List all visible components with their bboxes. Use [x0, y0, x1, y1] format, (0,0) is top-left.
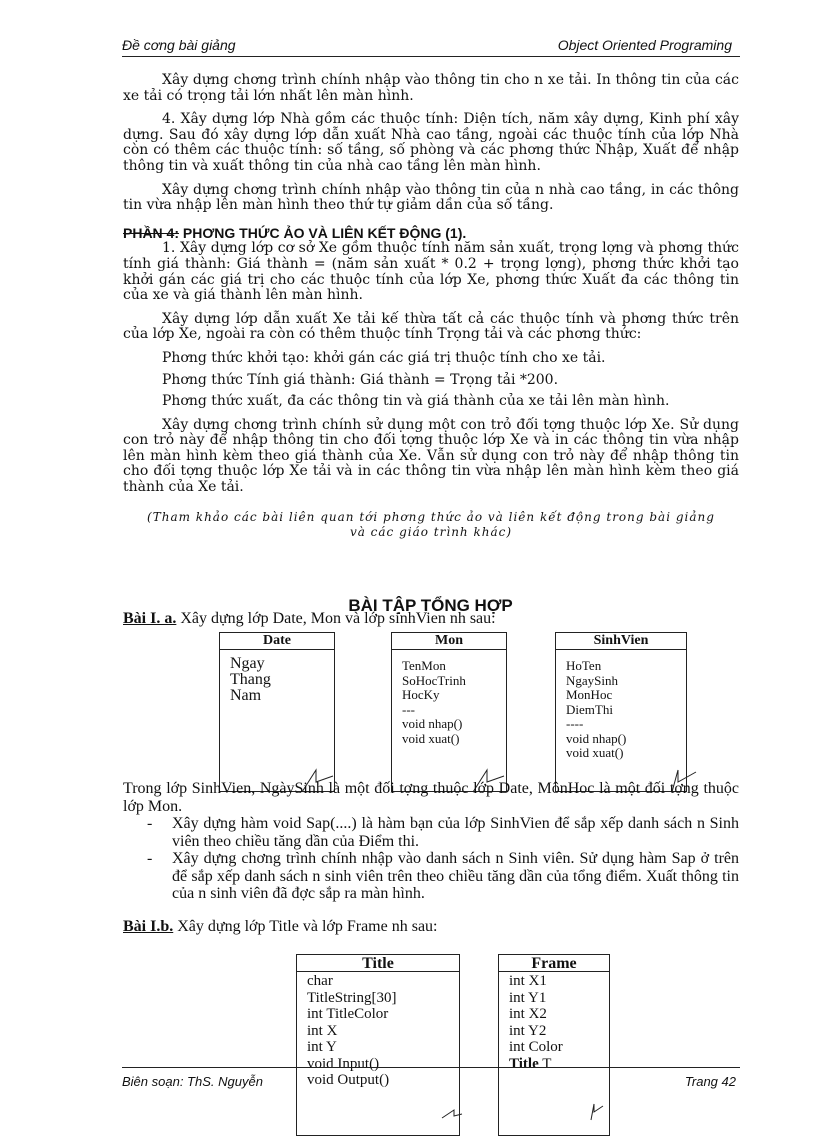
attribute: TitleString[30] [307, 989, 397, 1006]
class-box-title [296, 954, 460, 1136]
attribute: char [307, 973, 333, 989]
attribute: Nam [230, 687, 262, 704]
attribute: DiemThi [566, 701, 613, 717]
exercise-label: Bài I. a. [123, 610, 177, 627]
attribute: --- [402, 701, 415, 717]
reference-note [123, 510, 739, 540]
attribute-type: Title [509, 1055, 539, 1072]
section-title: BÀI TẬP TỔNG HỢP [348, 596, 513, 615]
after-diagram-text [123, 780, 739, 903]
note-line: (Tham khảo các bài liên quan tới phơng thức ảo và liên kết động trong bài giảng [147, 509, 715, 524]
class-name: SinhVien [556, 633, 686, 650]
paragraph: Trong lớp SinhVien, NgàySinh là một đối tợng thuộc lớp Date, MônHoc là một đối tợng thuộc lớp Mon. [123, 780, 739, 815]
page-fold-icon [440, 1108, 464, 1123]
attribute: int Y2 [509, 1022, 547, 1039]
page-header [122, 36, 740, 57]
attribute: int Color [509, 1039, 563, 1055]
attribute: int TitleColor [307, 1006, 389, 1022]
attribute: int X [307, 1022, 338, 1039]
exercise-label: Bài I.b. [123, 918, 174, 935]
class-name: Mon [392, 633, 506, 650]
attribute: MonHoc [566, 687, 613, 702]
exercise-1a-heading [123, 610, 496, 628]
method: void nhap() [566, 730, 627, 746]
method-line: Phơng thức Tính giá thành: Giá thành = Trọng tải *200. [162, 371, 559, 388]
class-name: Frame [499, 955, 609, 972]
method-line: Phơng thức khởi tạo: khởi gán các giá trị thuộc tính cho xe tải. [162, 349, 606, 366]
paragraph: 4. Xây dựng lớp Nhà gồm các thuộc tính: Diện tích, năm xây dựng, Kinh phí xây dựng. Sau đó xây dựng lớp dẫn xuất Nhà cao tầng, ngoài các thuộc tính của lớp Nhà còn có thêm các thuộc tính: số tầng, số phòng và các phơng thức Nhập, Xuất để nhập thông tin và xuất thông tin của nhà cao tầng lên màn hình. [123, 111, 739, 174]
class-attributes [220, 650, 334, 704]
attribute: HoTen [566, 658, 602, 673]
part-prefix: PHẦN 4: [123, 224, 180, 241]
page-fold-icon [588, 1102, 606, 1123]
body-text [123, 73, 739, 540]
class-attributes [297, 972, 459, 1089]
method-line: Phơng thức xuất, đa các thông tin và giá thành của xe tải lên màn hình. [162, 393, 670, 410]
method: void nhap() [402, 716, 463, 731]
paragraph: 1. Xây dựng lớp cơ sở Xe gồm thuộc tính năm sản xuất, trọng lợng và phơng thức tính giá thành: Giá thành = (năm sản xuất * 0.2 + trọng lợng), phơng thức khởi tạo khởi gán các giá trị cho các thuộc tính của lớp Xe, phơng thức Xuất đa các thông tin của xe và giá thành lên màn hình. [123, 240, 739, 304]
bullet-item: - Xây dựng hàm void Sap(....) là hàm bạn của lớp SinhVien để sắp xếp danh sách n Sinh viên theo chiều tăng dần của Điểm thi. [123, 815, 739, 850]
attribute: int Y [307, 1039, 337, 1055]
paragraph: Xây dựng lớp dẫn xuất Xe tải kế thừa tất cả các thuộc tính và phơng thức trên của lớp Xe, ngoài ra còn có thêm thuộc tính Trọng tải và các phơng thức: [123, 310, 739, 343]
exercise-text: Xây dựng lớp Date, Mon và lớp sinhVien nh sau: [176, 610, 496, 627]
attribute: NgaySinh [566, 672, 618, 688]
paragraph: Xây dựng chơng trình chính nhập vào thông tin cho n xe tải. In thông tin của các xe tải có trọng tải lớn nhất lên màn hình. [123, 72, 739, 104]
class-attributes [499, 972, 609, 1072]
method: void Input() [307, 1055, 380, 1072]
footer-author: Biên soạn: ThS. Nguyễn [122, 1074, 263, 1089]
paragraph: Xây dựng chơng trình chính nhập vào thông tin của n nhà cao tầng, in các thông tin vừa nhập lên màn hình theo thứ tự giảm dần của số tầng. [123, 181, 739, 214]
part-heading [123, 226, 739, 242]
class-attributes [392, 650, 506, 746]
attribute: int X2 [509, 1006, 547, 1022]
header-left: Đề cơng bài giảng [122, 37, 236, 53]
attribute: TenMon [402, 658, 446, 673]
attribute: int Y1 [509, 989, 547, 1006]
class-name: Title [297, 955, 459, 972]
method: void xuat() [566, 745, 624, 760]
attribute: Thang [230, 671, 271, 688]
paragraph: Xây dựng chơng trình chính sử dụng một con trỏ đối tợng thuộc lớp Xe. Sử dụng con trỏ này để nhập thông tin cho đối tợng thuộc lớp Xe và in các thông tin vừa nhập lên màn hình kèm theo giá thành của Xe. Vẫn sử dụng con trỏ này để nhập thông tin cho đối tợng thuộc lớp Xe tải và in các thông tin vừa nhập lên màn hình kèm theo giá thành của Xe tải. [123, 416, 739, 496]
header-right: Object Oriented Programing [557, 37, 732, 53]
class-attributes [556, 650, 686, 761]
part-title: PHƠNG THỨC ẢO VÀ LIÊN KẾT ĐỘNG (1). [179, 224, 467, 241]
attribute [509, 1056, 609, 1073]
note-line: và các giáo trình khác) [349, 524, 513, 539]
attribute: HocKy [402, 687, 440, 702]
class-name: Date [220, 633, 334, 650]
page-number: Trang 42 [684, 1074, 736, 1089]
attribute-name: T [538, 1055, 552, 1072]
exercise-text: Xây dựng lớp Title và lớp Frame nh sau: [173, 918, 438, 935]
method: void xuat() [402, 730, 460, 746]
attribute: SoHocTrinh [402, 672, 466, 688]
attribute: int X1 [509, 973, 547, 989]
attribute: ---- [566, 716, 584, 731]
method: void Output() [307, 1072, 390, 1088]
exercise-1b-heading [123, 918, 438, 936]
attribute: Ngay [230, 655, 265, 672]
bullet-item: - Xây dựng chơng trình chính nhập vào danh sách n Sinh viên. Sử dụng hàm Sap ở trên để sắp xếp danh sách n sinh viên trên theo chiều tăng dần của tổng điểm. Xuất thông tin của n sinh viên đã đợc sắp ra màn hình. [123, 850, 739, 903]
